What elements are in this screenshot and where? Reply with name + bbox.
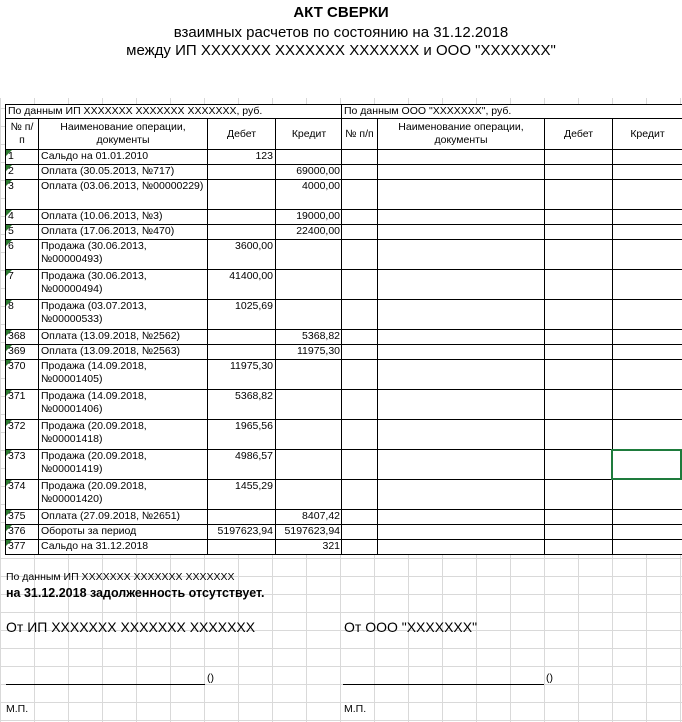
- footer-from-right[interactable]: От ООО "ХХХХХХХ": [344, 619, 478, 635]
- row-number-cell[interactable]: [6, 450, 39, 480]
- row-number-cell[interactable]: [6, 360, 39, 390]
- row-number-cell-text: 370: [8, 360, 26, 372]
- footer-debt-statement[interactable]: на 31.12.2018 задолженность отсутствует.: [6, 586, 265, 600]
- footer-from-left[interactable]: От ИП ХХХХХХХ ХХХХХХХ ХХХХХХХ: [6, 619, 256, 635]
- operation-name-cell[interactable]: [39, 330, 208, 345]
- empty-cell[interactable]: [613, 225, 682, 240]
- table-row: [6, 540, 343, 555]
- empty-cell[interactable]: [613, 150, 682, 165]
- operation-name-cell[interactable]: [39, 180, 208, 210]
- table-row: [342, 480, 682, 510]
- credit-cell-text: 69000,00: [296, 165, 341, 177]
- credit-cell-text: 22400,00: [296, 225, 341, 237]
- table-row: [342, 180, 682, 210]
- table-row: [6, 150, 343, 165]
- table-row: [6, 480, 343, 510]
- signature-paren-left[interactable]: (): [207, 672, 214, 684]
- error-indicator-icon: [6, 300, 12, 306]
- empty-cell[interactable]: [613, 180, 682, 210]
- empty-cell[interactable]: [545, 420, 613, 450]
- table-row: [6, 300, 343, 330]
- stamp-label-left[interactable]: М.П.: [6, 703, 29, 715]
- debit-cell[interactable]: [208, 240, 276, 270]
- table-row: [342, 510, 682, 525]
- empty-cell[interactable]: [545, 240, 613, 270]
- empty-cell[interactable]: [613, 270, 682, 300]
- empty-cell[interactable]: [378, 450, 545, 480]
- right-header-credit[interactable]: Кредит: [613, 119, 682, 150]
- empty-cell[interactable]: [378, 480, 545, 510]
- operation-name-cell[interactable]: [39, 165, 208, 180]
- table-row: [6, 525, 343, 540]
- empty-cell[interactable]: [378, 345, 545, 360]
- debit-cell-text: 41400,00: [229, 270, 273, 282]
- debit-cell[interactable]: [208, 225, 276, 240]
- debit-cell[interactable]: [208, 150, 276, 165]
- credit-cell-text: 5197623,94: [284, 525, 341, 537]
- right-reconciliation-table: [341, 104, 682, 555]
- debit-cell-text: 1965,56: [235, 420, 273, 432]
- credit-cell[interactable]: [276, 210, 343, 225]
- signature-line-right: [343, 684, 544, 685]
- error-indicator-icon: [6, 180, 12, 186]
- operation-name-cell-text: Оплата (27.09.2018, №2651): [41, 510, 181, 522]
- operation-name-cell[interactable]: [39, 360, 208, 390]
- row-number-cell[interactable]: [6, 480, 39, 510]
- table-row: [6, 420, 343, 450]
- empty-cell[interactable]: [378, 540, 545, 555]
- empty-cell[interactable]: [342, 480, 378, 510]
- row-number-cell-text: 368: [8, 330, 26, 342]
- operation-name-cell-text: Продажа (20.09.2018, №00001420): [41, 480, 147, 505]
- debit-cell[interactable]: [208, 300, 276, 330]
- credit-cell[interactable]: [276, 480, 343, 510]
- debit-cell-text: 11975,30: [229, 360, 273, 372]
- empty-cell[interactable]: [342, 165, 378, 180]
- left-header-credit[interactable]: Кредит: [276, 119, 343, 150]
- empty-cell[interactable]: [545, 525, 613, 540]
- debit-cell-text: 1455,29: [235, 480, 273, 492]
- credit-cell[interactable]: [276, 525, 343, 540]
- empty-cell[interactable]: [545, 480, 613, 510]
- table-row: [342, 330, 682, 345]
- row-number-cell-text: 6: [8, 240, 14, 252]
- empty-cell[interactable]: [613, 330, 682, 345]
- operation-name-cell-text: Продажа (30.06.2013, №00000494): [41, 270, 147, 295]
- empty-cell[interactable]: [613, 360, 682, 390]
- error-indicator-icon: [6, 390, 12, 396]
- row-number-cell[interactable]: [6, 525, 39, 540]
- table-row: [342, 390, 682, 420]
- debit-cell[interactable]: [208, 510, 276, 525]
- row-number-cell-text: 1: [8, 150, 14, 162]
- row-number-cell-text: 3: [8, 180, 14, 192]
- debit-cell[interactable]: [208, 420, 276, 450]
- operation-name-cell[interactable]: [39, 390, 208, 420]
- debit-cell[interactable]: [208, 180, 276, 210]
- debit-cell-text: 5197623,94: [217, 525, 273, 537]
- row-number-cell[interactable]: [6, 240, 39, 270]
- empty-cell[interactable]: [378, 240, 545, 270]
- row-number-cell[interactable]: [6, 150, 39, 165]
- right-header-num[interactable]: № п/п: [342, 119, 378, 150]
- credit-cell[interactable]: [276, 330, 343, 345]
- table-row: [342, 525, 682, 540]
- empty-cell[interactable]: [545, 165, 613, 180]
- empty-cell[interactable]: [378, 390, 545, 420]
- operation-name-cell[interactable]: [39, 300, 208, 330]
- empty-cell[interactable]: [545, 270, 613, 300]
- credit-cell[interactable]: [276, 165, 343, 180]
- operation-name-cell-text: Продажа (20.09.2018, №00001419): [41, 450, 147, 475]
- table-row: [342, 210, 682, 225]
- empty-cell[interactable]: [342, 525, 378, 540]
- document-title: АКТ СВЕРКИ: [293, 4, 389, 21]
- right-header-debit[interactable]: Дебет: [545, 119, 613, 150]
- empty-cell[interactable]: [545, 330, 613, 345]
- table-row: [342, 540, 682, 555]
- debit-cell[interactable]: [208, 390, 276, 420]
- empty-cell[interactable]: [545, 210, 613, 225]
- credit-cell[interactable]: [276, 420, 343, 450]
- left-header-name[interactable]: Наименование операции, документы: [39, 119, 208, 150]
- empty-cell[interactable]: [545, 150, 613, 165]
- row-number-cell-text: 377: [8, 540, 26, 552]
- table-row: [6, 360, 343, 390]
- empty-cell[interactable]: [342, 390, 378, 420]
- debit-cell[interactable]: [208, 525, 276, 540]
- document-parties: между ИП ХХХХХХХ ХХХХХХХ ХХХХХХХ и ООО "ХХХХХХХ": [126, 42, 556, 59]
- row-number-cell[interactable]: [6, 225, 39, 240]
- row-number-cell[interactable]: [6, 330, 39, 345]
- empty-cell[interactable]: [342, 360, 378, 390]
- operation-name-cell-text: Сальдо на 01.01.2010: [41, 150, 149, 162]
- debit-cell-text: 3600,00: [235, 240, 273, 252]
- empty-cell[interactable]: [613, 480, 682, 510]
- table-row: [6, 330, 343, 345]
- empty-cell[interactable]: [545, 345, 613, 360]
- left-table-caption[interactable]: По данным ИП ХХХХХХХ ХХХХХХХ ХХХХХХХ, руб.: [6, 105, 343, 119]
- credit-cell[interactable]: [276, 225, 343, 240]
- credit-cell[interactable]: [276, 345, 343, 360]
- row-number-cell-text: 376: [8, 525, 26, 537]
- selected-cell[interactable]: [611, 449, 682, 480]
- debit-cell[interactable]: [208, 450, 276, 480]
- empty-cell[interactable]: [342, 345, 378, 360]
- table-row: [6, 180, 343, 210]
- row-number-cell-text: 375: [8, 510, 26, 522]
- debit-cell[interactable]: [208, 360, 276, 390]
- stamp-label-right[interactable]: М.П.: [344, 703, 367, 715]
- credit-cell[interactable]: [276, 510, 343, 525]
- error-indicator-icon: [6, 240, 12, 246]
- error-indicator-icon: [6, 165, 12, 171]
- empty-cell[interactable]: [545, 390, 613, 420]
- row-number-cell-text: 369: [8, 345, 26, 357]
- empty-cell[interactable]: [378, 360, 545, 390]
- table-row: [6, 210, 343, 225]
- operation-name-cell-text: Продажа (03.07.2013, №00000533): [41, 300, 147, 325]
- error-indicator-icon: [6, 420, 12, 426]
- error-indicator-icon: [6, 225, 12, 231]
- right-header-name[interactable]: Наименование операции, документы: [378, 119, 545, 150]
- empty-cell[interactable]: [378, 420, 545, 450]
- operation-name-cell-text: Обороты за период: [41, 525, 137, 537]
- row-number-cell[interactable]: [6, 210, 39, 225]
- left-reconciliation-table: [5, 104, 343, 555]
- operation-name-cell-text: Продажа (14.09.2018, №00001406): [41, 390, 147, 415]
- empty-cell[interactable]: [613, 525, 682, 540]
- row-number-cell[interactable]: [6, 540, 39, 555]
- empty-cell[interactable]: [342, 540, 378, 555]
- table-row: [6, 510, 343, 525]
- empty-cell[interactable]: [342, 450, 378, 480]
- operation-name-cell-text: Продажа (14.09.2018, №00001405): [41, 360, 147, 385]
- row-number-cell-text: 374: [8, 480, 26, 492]
- empty-cell[interactable]: [342, 510, 378, 525]
- credit-cell[interactable]: [276, 390, 343, 420]
- row-number-cell-text: 4: [8, 210, 14, 222]
- credit-cell-text: 19000,00: [296, 210, 341, 222]
- empty-cell[interactable]: [545, 180, 613, 210]
- empty-cell[interactable]: [342, 240, 378, 270]
- table-row: [342, 225, 682, 240]
- empty-cell[interactable]: [342, 300, 378, 330]
- debit-cell[interactable]: [208, 540, 276, 555]
- empty-cell[interactable]: [342, 210, 378, 225]
- operation-name-cell[interactable]: [39, 525, 208, 540]
- right-table-caption[interactable]: По данным ООО "ХХХХХХХ", руб.: [342, 105, 682, 119]
- operation-name-cell-text: Продажа (30.06.2013, №00000493): [41, 240, 147, 265]
- operation-name-cell[interactable]: [39, 150, 208, 165]
- row-number-cell-text: 8: [8, 300, 14, 312]
- empty-cell[interactable]: [613, 510, 682, 525]
- empty-cell[interactable]: [545, 510, 613, 525]
- empty-cell[interactable]: [342, 180, 378, 210]
- credit-cell-text: 11975,30: [297, 345, 341, 357]
- empty-cell[interactable]: [545, 540, 613, 555]
- table-row: [342, 360, 682, 390]
- operation-name-cell[interactable]: [39, 510, 208, 525]
- empty-cell[interactable]: [613, 240, 682, 270]
- debit-cell[interactable]: [208, 270, 276, 300]
- error-indicator-icon: [6, 150, 12, 156]
- error-indicator-icon: [6, 330, 12, 336]
- table-row: [342, 165, 682, 180]
- empty-cell[interactable]: [545, 450, 613, 480]
- credit-cell-text: 321: [322, 540, 341, 552]
- table-row: [342, 300, 682, 330]
- table-row: [6, 270, 343, 300]
- debit-cell[interactable]: [208, 210, 276, 225]
- debit-cell[interactable]: [208, 330, 276, 345]
- operation-name-cell[interactable]: [39, 420, 208, 450]
- left-header-debit[interactable]: Дебет: [208, 119, 276, 150]
- table-row: [6, 165, 343, 180]
- row-number-cell[interactable]: [6, 390, 39, 420]
- row-number-cell[interactable]: [6, 510, 39, 525]
- table-row: [342, 345, 682, 360]
- operation-name-cell-text: Оплата (13.09.2018, №2563): [41, 345, 181, 357]
- row-number-cell-text: 373: [8, 450, 26, 462]
- row-number-cell-text: 371: [8, 390, 26, 402]
- operation-name-cell[interactable]: [39, 225, 208, 240]
- operation-name-cell[interactable]: [39, 210, 208, 225]
- document-subtitle: взаимных расчетов по состоянию на 31.12.2018: [173, 24, 509, 41]
- credit-cell[interactable]: [276, 360, 343, 390]
- error-indicator-icon: [6, 450, 12, 456]
- error-indicator-icon: [6, 210, 12, 216]
- empty-cell[interactable]: [378, 510, 545, 525]
- empty-cell[interactable]: [342, 225, 378, 240]
- empty-cell[interactable]: [378, 330, 545, 345]
- empty-cell[interactable]: [342, 420, 378, 450]
- empty-cell[interactable]: [378, 525, 545, 540]
- empty-cell[interactable]: [613, 300, 682, 330]
- operation-name-cell-text: Продажа (20.09.2018, №00001418): [41, 420, 147, 445]
- error-indicator-icon: [6, 525, 12, 531]
- row-number-cell[interactable]: [6, 165, 39, 180]
- empty-cell[interactable]: [342, 330, 378, 345]
- row-number-cell-text: 2: [8, 165, 14, 177]
- operation-name-cell[interactable]: [39, 480, 208, 510]
- empty-cell[interactable]: [613, 345, 682, 360]
- row-number-cell[interactable]: [6, 180, 39, 210]
- empty-cell[interactable]: [378, 270, 545, 300]
- empty-cell[interactable]: [378, 150, 545, 165]
- error-indicator-icon: [6, 510, 12, 516]
- table-row: [6, 390, 343, 420]
- empty-cell[interactable]: [378, 210, 545, 225]
- operation-name-cell[interactable]: [39, 450, 208, 480]
- operation-name-cell[interactable]: [39, 540, 208, 555]
- empty-cell[interactable]: [545, 225, 613, 240]
- table-row: [342, 270, 682, 300]
- row-number-cell[interactable]: [6, 345, 39, 360]
- credit-cell[interactable]: [276, 270, 343, 300]
- table-row: [6, 225, 343, 240]
- credit-cell-text: 8407,42: [302, 510, 341, 522]
- credit-cell[interactable]: [276, 150, 343, 165]
- empty-cell[interactable]: [342, 150, 378, 165]
- error-indicator-icon: [6, 540, 12, 546]
- row-number-cell[interactable]: [6, 420, 39, 450]
- title-block: [0, 0, 682, 98]
- operation-name-cell-text: Оплата (30.05.2013, №717): [41, 165, 175, 177]
- table-row: [6, 240, 343, 270]
- empty-cell[interactable]: [613, 390, 682, 420]
- credit-cell[interactable]: [276, 300, 343, 330]
- left-header-num[interactable]: № п/п: [6, 119, 39, 150]
- empty-cell[interactable]: [378, 225, 545, 240]
- operation-name-cell-text: Оплата (10.06.2013, №3): [41, 210, 163, 222]
- row-number-cell[interactable]: [6, 270, 39, 300]
- row-number-cell[interactable]: [6, 300, 39, 330]
- operation-name-cell[interactable]: [39, 270, 208, 300]
- empty-cell[interactable]: [378, 165, 545, 180]
- table-row: [6, 450, 343, 480]
- table-row: [342, 150, 682, 165]
- debit-cell-text: 5368,82: [235, 390, 273, 402]
- empty-cell[interactable]: [613, 540, 682, 555]
- table-row: [6, 345, 343, 360]
- debit-cell-text: 1025,69: [235, 300, 273, 312]
- signature-paren-right[interactable]: (): [546, 672, 553, 684]
- debit-cell[interactable]: [208, 480, 276, 510]
- empty-cell[interactable]: [613, 420, 682, 450]
- debit-cell-text: 4986,57: [235, 450, 273, 462]
- operation-name-cell-text: Оплата (13.09.2018, №2562): [41, 330, 181, 342]
- error-indicator-icon: [6, 360, 12, 366]
- footer-by-data[interactable]: По данным ИП ХХХХХХХ ХХХХХХХ ХХХХХХХ: [6, 571, 235, 583]
- debit-cell-text: 123: [255, 150, 273, 162]
- row-number-cell-text: 5: [8, 225, 14, 237]
- operation-name-cell-text: Сальдо на 31.12.2018: [41, 540, 149, 552]
- operation-name-cell-text: Оплата (17.06.2013, №470): [41, 225, 175, 237]
- error-indicator-icon: [6, 270, 12, 276]
- error-indicator-icon: [6, 480, 12, 486]
- row-number-cell-text: 7: [8, 270, 14, 282]
- debit-cell[interactable]: [208, 345, 276, 360]
- error-indicator-icon: [6, 345, 12, 351]
- credit-cell-text: 4000,00: [302, 180, 341, 192]
- credit-cell[interactable]: [276, 240, 343, 270]
- credit-cell[interactable]: [276, 450, 343, 480]
- table-row: [342, 420, 682, 450]
- empty-cell[interactable]: [378, 180, 545, 210]
- signature-line-left: [6, 684, 205, 685]
- empty-cell[interactable]: [378, 300, 545, 330]
- empty-cell[interactable]: [613, 210, 682, 225]
- credit-cell[interactable]: [276, 540, 343, 555]
- row-number-cell-text: 372: [8, 420, 26, 432]
- empty-cell[interactable]: [545, 360, 613, 390]
- table-row: [342, 240, 682, 270]
- operation-name-cell-text: Оплата (03.06.2013, №00000229): [41, 180, 204, 192]
- operation-name-cell[interactable]: [39, 345, 208, 360]
- empty-cell[interactable]: [342, 270, 378, 300]
- empty-cell[interactable]: [613, 165, 682, 180]
- credit-cell-text: 5368,82: [302, 330, 341, 342]
- empty-cell[interactable]: [545, 300, 613, 330]
- debit-cell[interactable]: [208, 165, 276, 180]
- credit-cell[interactable]: [276, 180, 343, 210]
- operation-name-cell[interactable]: [39, 240, 208, 270]
